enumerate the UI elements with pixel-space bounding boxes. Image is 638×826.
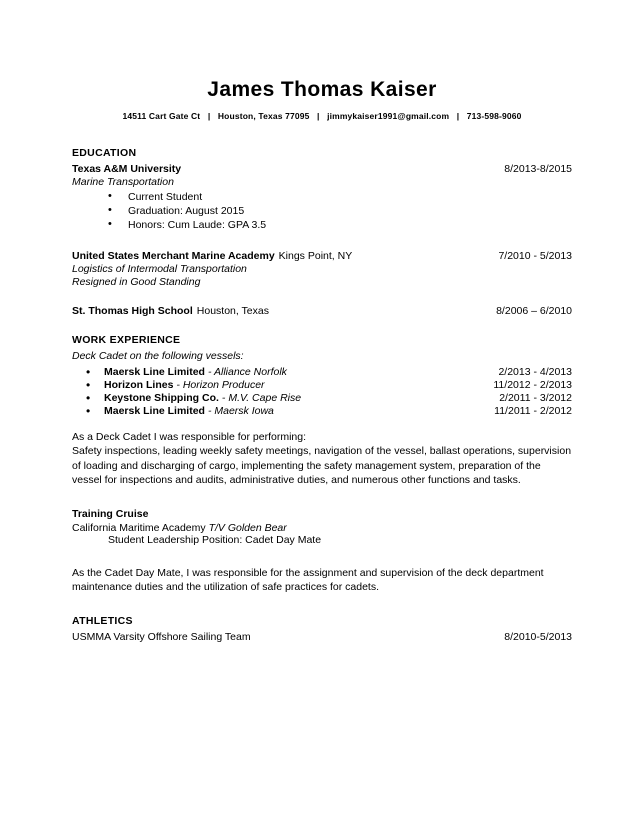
athletics-entry [72, 631, 572, 643]
training-body: As the Cadet Day Mate, I was responsible for the assignment and supervision of the deck department maintenance duties and the utilization of safe practices for cadets. [72, 566, 544, 594]
contact-separator-2: | [317, 111, 320, 121]
training-position: Student Leadership Position: Cadet Day Mate [108, 533, 322, 546]
section-heading-education: EDUCATION [72, 147, 137, 159]
training-school: California Maritime Academy [72, 521, 206, 534]
contact-phone: 713-598-9060 [466, 111, 522, 121]
page-title: James Thomas Kaiser [207, 78, 437, 101]
education-date-1: 8/2013-8/2015 [504, 163, 572, 175]
education-entry-2 [72, 250, 572, 288]
vessel-name: - Horizon Producer [176, 379, 265, 391]
table-row [84, 379, 572, 391]
contact-address: 14511 Cart Gate Ct [122, 111, 201, 121]
vessel-company: Maersk Line Limited [104, 405, 205, 417]
education-date-2: 7/2010 - 5/2013 [498, 250, 572, 262]
contact-email: jimmykaiser1991@gmail.com [327, 111, 450, 121]
education-school-3: St. Thomas High School [72, 305, 193, 317]
section-heading-training: Training Cruise [72, 507, 149, 520]
education-date-3: 8/2006 – 6/2010 [496, 305, 572, 317]
contact-separator-1: | [207, 111, 211, 121]
list-item: • Current Student [108, 191, 572, 203]
education-school-2: United States Merchant Marine Academy [72, 250, 275, 262]
contact-city: Houston, Texas 77095 [217, 111, 310, 121]
education-bullets-1 [72, 191, 572, 231]
table-row [84, 392, 572, 404]
vessel-company: Maersk Line Limited [104, 366, 205, 378]
education-location-3: Houston, Texas [196, 305, 269, 317]
work-vessel-list [72, 366, 572, 417]
contact-line [72, 111, 572, 121]
athletics-date: 8/2010-5/2013 [504, 630, 572, 643]
work-responsibility-intro: As a Deck Cadet I was responsible for performing: [72, 431, 307, 443]
vessel-company: Horizon Lines [104, 379, 174, 391]
education-program-1: Marine Transportation [72, 176, 174, 188]
work-responsibility-body: Safety inspections, leading weekly safety meetings, navigation of the vessel, ballast operations, supervision of loading and discharging of cargo, implementing the safety management system, preparation of the vessel for inspections and audits, administrative duties, and numerous other functions and tasks. [72, 445, 572, 487]
vessel-date: 11/2011 - 2/2012 [494, 405, 572, 417]
section-heading-athletics: ATHLETICS [72, 614, 133, 627]
training-vessel: T/V Golden Bear [208, 521, 287, 534]
athletics-team: USMMA Varsity Offshore Sailing Team [72, 630, 251, 643]
list-item: • Graduation: August 2015 [108, 205, 572, 217]
list-item: • Honors: Cum Laude: GPA 3.5 [108, 219, 572, 231]
education-entry-1 [72, 163, 572, 231]
vessel-name: - Alliance Norfolk [207, 366, 287, 378]
contact-separator-3: | [456, 111, 460, 121]
education-school-1: Texas A&M University [72, 163, 182, 175]
education-note-2: Resigned in Good Standing [72, 276, 201, 288]
education-entry-3 [72, 305, 572, 317]
education-location-2: Kings Point, NY [278, 250, 353, 262]
training-school-line [72, 522, 572, 534]
work-subtitle: Deck Cadet on the following vessels: [72, 350, 244, 362]
section-heading-work: WORK EXPERIENCE [72, 334, 181, 346]
vessel-company: Keystone Shipping Co. [104, 392, 219, 404]
vessel-date: 2/2013 - 4/2013 [498, 366, 572, 378]
vessel-date: 2/2011 - 3/2012 [499, 392, 572, 404]
table-row [84, 405, 572, 417]
table-row [84, 366, 572, 378]
vessel-name: - Maersk Iowa [207, 405, 274, 417]
vessel-name: - M.V. Cape Rise [221, 392, 302, 404]
vessel-date: 11/2012 - 2/2013 [493, 379, 572, 391]
education-program-2: Logistics of Intermodal Transportation [72, 263, 247, 275]
